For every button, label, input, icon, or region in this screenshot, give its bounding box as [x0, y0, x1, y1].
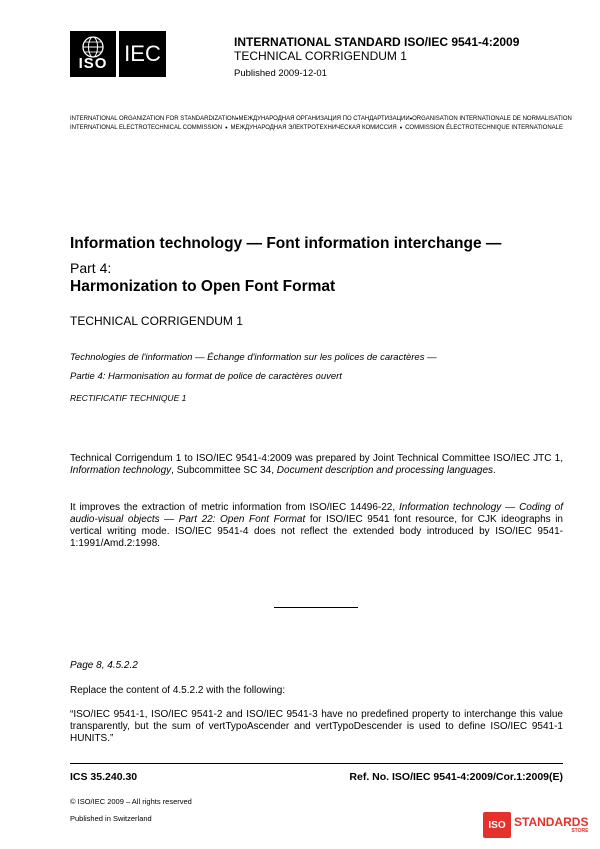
published-in: Published in Switzerland [70, 814, 152, 823]
published-date: Published 2009-12-01 [234, 68, 327, 79]
store-badge: ISO [483, 812, 511, 838]
footer-divider [70, 763, 563, 764]
store-text: STANDARDS STORE [514, 815, 589, 834]
corrigendum-label: TECHNICAL CORRIGENDUM 1 [234, 49, 407, 63]
org-name: INTERNATIONAL ORGANIZATION FOR STANDARDIZATION [70, 116, 237, 122]
part-number: Part 4: [70, 260, 112, 276]
part-title: Harmonization to Open Font Format [70, 278, 336, 295]
org-name: ORGANISATION INTERNATIONALE DE NORMALISATION [412, 116, 572, 122]
iso-iec-logo [70, 31, 166, 77]
paragraph-improves: It improves the extraction of metric information from ISO/IEC 14496-22, Information technology — Coding of audio-visual objects — Part 22: Open Font Format for ISO/IEC 9541 font resource, for CJK ideographs in vertical writing mode. ISO/IEC 9541-4 does not reflect the extended body introduced by ISO/IEC 9541-1:1991/Amd.2:1998. [70, 502, 563, 549]
org-name: COMMISSION ÉLECTROTECHNIQUE INTERNATIONALE [405, 125, 563, 131]
bullet: • [225, 125, 228, 132]
french-corrigendum: RECTIFICATIF TECHNIQUE 1 [70, 393, 187, 403]
bullet: • [236, 116, 239, 123]
divider [274, 607, 358, 608]
org-line-2 [70, 125, 563, 132]
bullet: • [399, 125, 403, 132]
bullet: • [409, 116, 413, 123]
iso-logo-text: ISO [78, 55, 108, 72]
ics-code: ICS 35.240.30 [70, 771, 138, 783]
org-name: МЕЖДУНАРОДНАЯ ОРГАНИЗАЦИЯ ПО СТАНДАРТИЗАЦИИ [238, 116, 410, 122]
page-location: Page 8, 4.5.2.2 [70, 660, 138, 671]
document-title: Information technology — Font information interchange — [70, 235, 502, 252]
iec-logo: IEC [119, 31, 166, 77]
technical-corrigendum: TECHNICAL CORRIGENDUM 1 [70, 314, 243, 328]
french-part-title: Partie 4: Harmonisation au format de police de caractères ouvert [70, 371, 342, 382]
copyright: © ISO/IEC 2009 – All rights reserved [70, 797, 192, 806]
iso-standards-store-logo [483, 812, 588, 838]
org-name: INTERNATIONAL ELECTROTECHNICAL COMMISSION [70, 125, 223, 131]
replacement-quote: “ISO/IEC 9541-1, ISO/IEC 9541-2 and ISO/IEC 9541-3 have no predefined property to interchange this value transparently, but the sum of vertTypoAscender and vertTypoDescender is used to define ISO/IEC 9541-1 HUNITS.” [70, 709, 563, 744]
paragraph-prepared: Technical Corrigendum 1 to ISO/IEC 9541-4:2009 was prepared by Joint Technical Committee ISO/IEC JTC 1, Information technology, Subcommittee SC 34, Document description and processing languages. [70, 453, 563, 476]
org-line-1 [70, 116, 572, 123]
standard-title: INTERNATIONAL STANDARD ISO/IEC 9541-4:2009 [234, 35, 520, 49]
reference-number: Ref. No. ISO/IEC 9541-4:2009/Cor.1:2009(E) [349, 771, 563, 783]
replace-instruction: Replace the content of 4.5.2.2 with the following: [70, 685, 286, 696]
org-name: МЕЖДУНАРОДНАЯ ЭЛЕКТРОТЕХНИЧЕСКАЯ КОМИССИЯ [230, 125, 397, 131]
french-title: Technologies de l'information — Échange d'information sur les polices de caractères — [70, 352, 437, 363]
iso-globe-logo [70, 31, 116, 77]
